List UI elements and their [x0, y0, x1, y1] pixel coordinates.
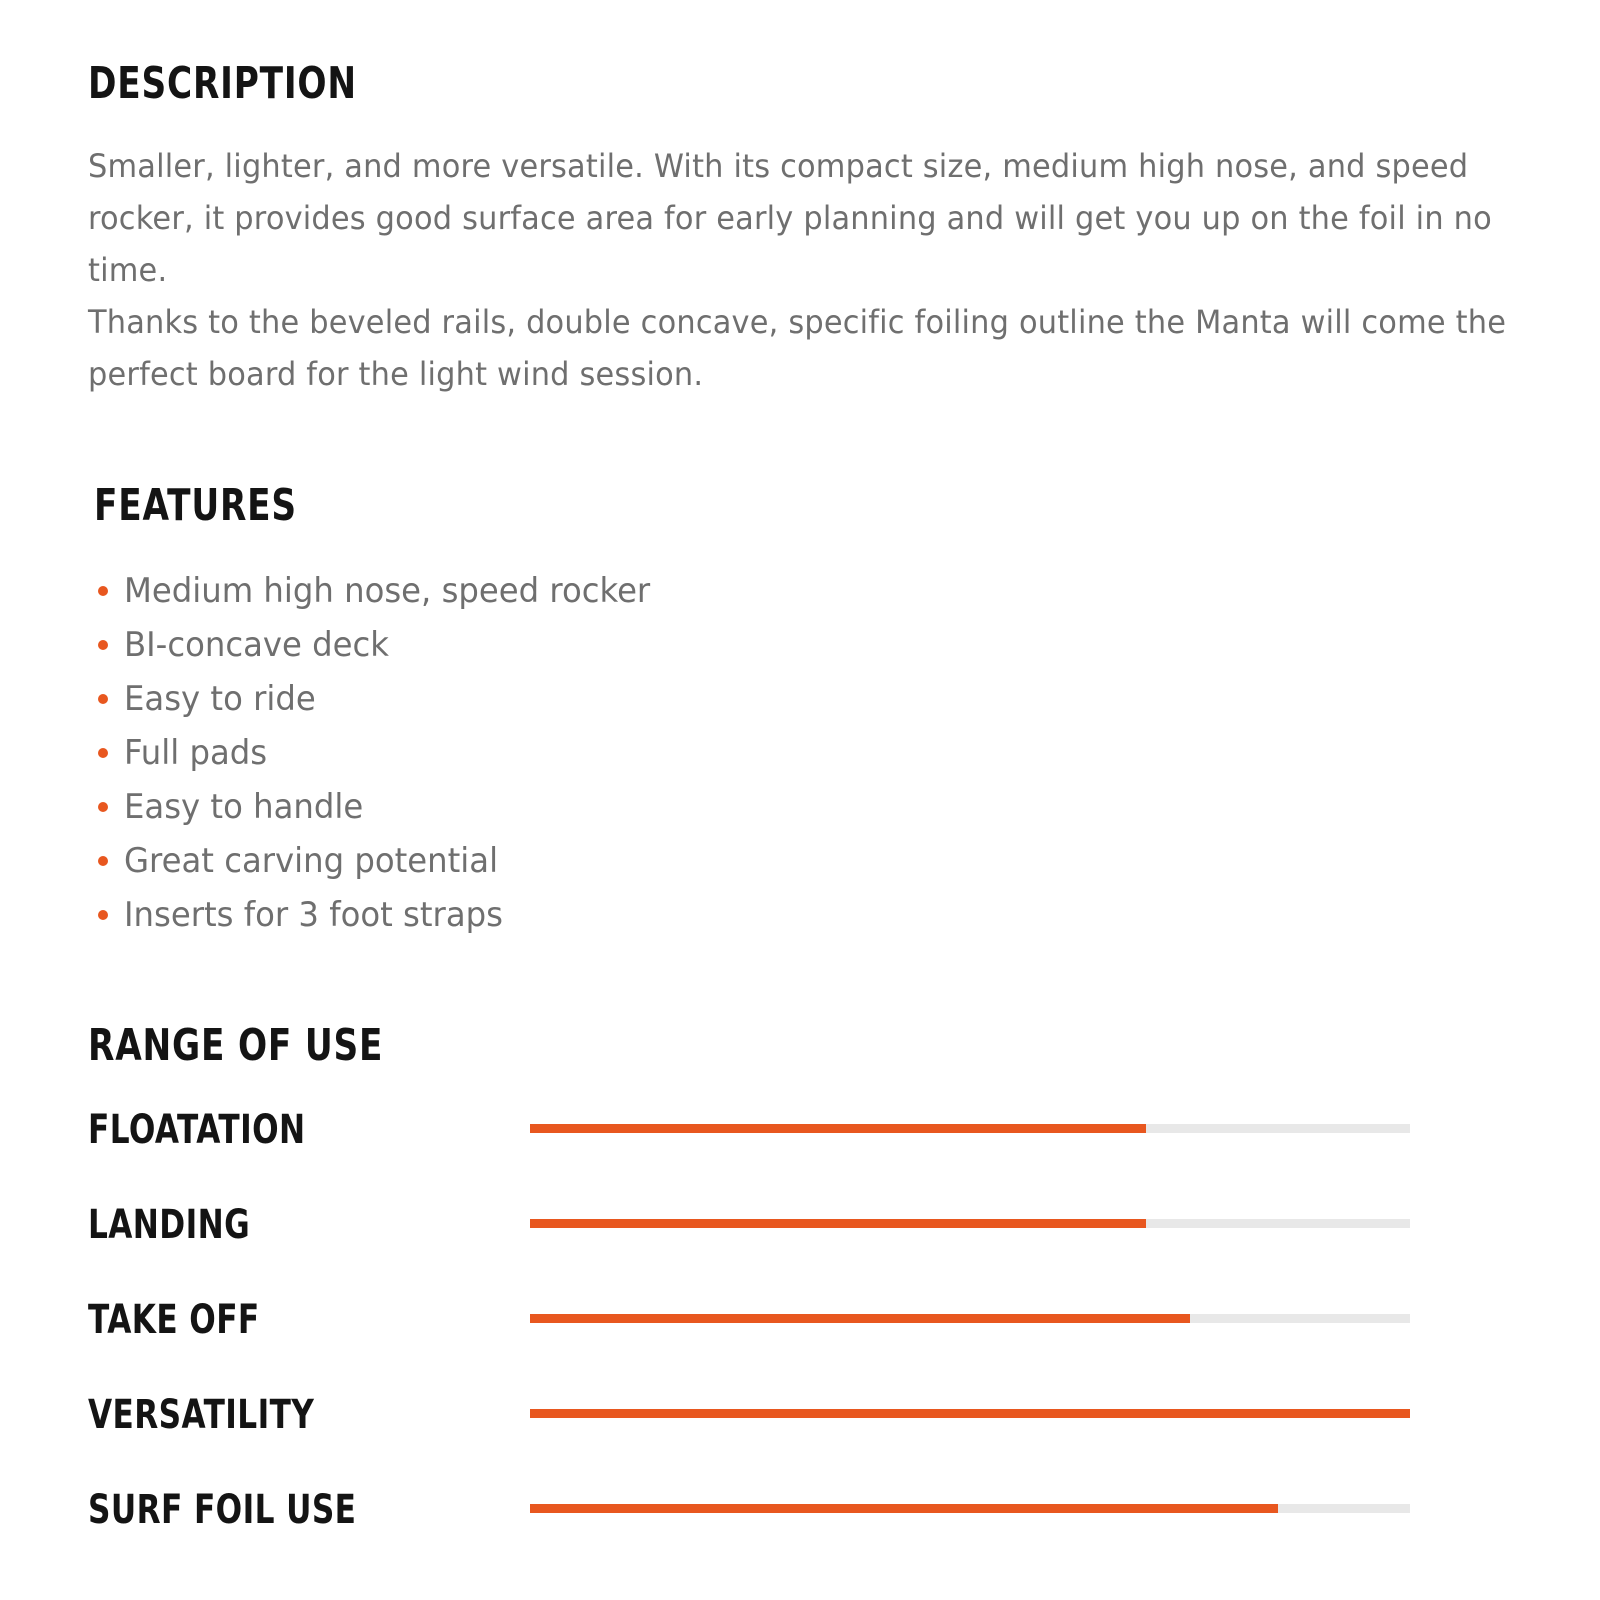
- feature-text: Inserts for 3 foot straps: [124, 895, 503, 935]
- range-label: TAKE OFF: [88, 1297, 260, 1343]
- description-paragraph-2: Thanks to the beveled rails, double concave, specific foiling outline the Manta will come the perfect board for the light wind session.: [88, 303, 1507, 393]
- range-label: VERSATILITY: [88, 1392, 315, 1438]
- range-track: [530, 1314, 1410, 1323]
- range-fill: [530, 1219, 1146, 1228]
- range-fill: [530, 1409, 1410, 1418]
- feature-text: Easy to handle: [124, 787, 364, 827]
- range-fill: [530, 1314, 1190, 1323]
- feature-item: [94, 618, 678, 672]
- range-track: [530, 1504, 1410, 1513]
- feature-item: [94, 834, 678, 888]
- range-label: SURF FOIL USE: [88, 1487, 357, 1533]
- description-paragraph-1: Smaller, lighter, and more versatile. With its compact size, medium high nose, and speed rocker, it provides good surface area for early planning and will get you up on the foil in no time.: [88, 147, 1492, 289]
- feature-item: [94, 726, 678, 780]
- range-of-use-list: [88, 1100, 1408, 1575]
- feature-item: [94, 672, 678, 726]
- feature-item: [94, 888, 678, 942]
- bullet-icon: [98, 694, 108, 704]
- bullet-icon: [98, 640, 108, 650]
- bullet-icon: [98, 856, 108, 866]
- range-row-take-off: [88, 1290, 1408, 1385]
- feature-text: Great carving potential: [124, 841, 499, 881]
- range-fill: [530, 1504, 1278, 1513]
- range-fill: [530, 1124, 1146, 1133]
- features-list: [94, 564, 678, 942]
- feature-item: [94, 780, 678, 834]
- bullet-icon: [98, 910, 108, 920]
- range-label: LANDING: [88, 1202, 251, 1248]
- feature-text: Easy to ride: [124, 679, 316, 719]
- bullet-icon: [98, 802, 108, 812]
- range-row-floatation: [88, 1100, 1408, 1195]
- range-track: [530, 1219, 1410, 1228]
- range-track: [530, 1124, 1410, 1133]
- range-of-use-heading: RANGE OF USE: [88, 1020, 384, 1071]
- range-row-surf-foil-use: [88, 1480, 1408, 1575]
- feature-item: [94, 564, 678, 618]
- bullet-icon: [98, 586, 108, 596]
- range-track: [530, 1409, 1410, 1418]
- description-heading: DESCRIPTION: [88, 58, 357, 109]
- range-row-landing: [88, 1195, 1408, 1290]
- range-label: FLOATATION: [88, 1107, 306, 1153]
- feature-text: BI-concave deck: [124, 625, 389, 665]
- bullet-icon: [98, 748, 108, 758]
- features-heading: FEATURES: [94, 480, 297, 531]
- range-row-versatility: [88, 1385, 1408, 1480]
- feature-text: Medium high nose, speed rocker: [124, 571, 651, 611]
- description-text: [88, 140, 1568, 400]
- feature-text: Full pads: [124, 733, 268, 773]
